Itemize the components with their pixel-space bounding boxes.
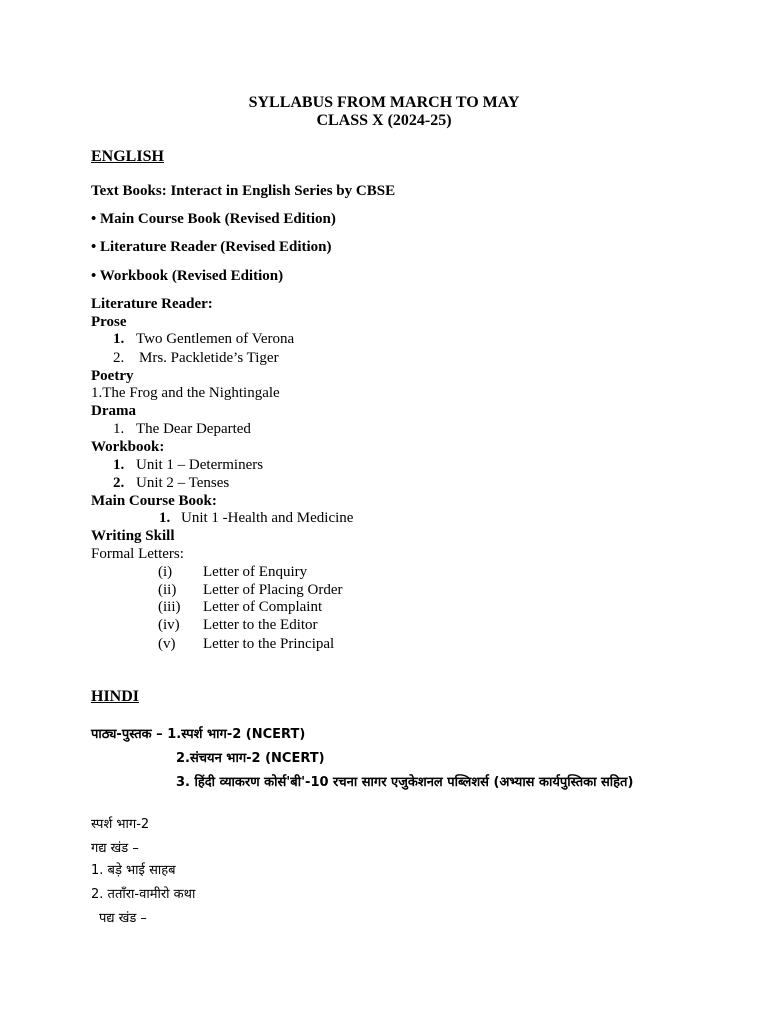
poetry-heading: Poetry [91, 368, 134, 384]
gadya-item: 2. तताँरा-वामीरो कथा [91, 887, 196, 902]
main-course-item: Unit 1 -Health and Medicine [181, 510, 354, 526]
drama-item: The Dear Departed [136, 421, 251, 437]
writing-skill-heading: Writing Skill [91, 528, 175, 544]
letter-item-number: (iv) [158, 617, 180, 633]
padya-heading: पद्य खंड – [99, 911, 147, 926]
main-course-item-number: 1. [159, 510, 171, 526]
letter-item: Letter of Enquiry [203, 564, 308, 580]
letter-item-number: (ii) [158, 582, 177, 598]
main-course-heading: Main Course Book: [91, 493, 217, 509]
book-item: • Workbook (Revised Edition) [91, 268, 284, 284]
book-item: • Literature Reader (Revised Edition) [91, 239, 332, 255]
prose-item: Two Gentlemen of Verona [136, 331, 295, 347]
hindi-textbook-line: 3. हिंदी व्याकरण कोर्स'बी'-10 रचना सागर एजुकेशनल पब्लिशर्स (अभ्यास कार्यपुस्तिका सहित) [176, 775, 634, 790]
sparsh-heading: स्पर्श भाग-2 [91, 817, 150, 832]
prose-item-number: 2. [113, 350, 125, 366]
document-title: SYLLABUS FROM MARCH TO MAY [248, 94, 520, 111]
letter-item-number: (i) [158, 564, 173, 580]
letter-item: Letter to the Editor [203, 617, 318, 633]
book-item: • Main Course Book (Revised Edition) [91, 211, 336, 227]
workbook-item-number: 2. [113, 475, 125, 491]
letter-item-number: (v) [158, 636, 176, 652]
english-textbooks-line: Text Books: Interact in English Series by CBSE [91, 183, 396, 199]
workbook-item-number: 1. [113, 457, 125, 473]
workbook-item: Unit 1 – Determiners [136, 457, 264, 473]
document-subtitle: CLASS X (2024-25) [316, 112, 452, 129]
drama-heading: Drama [91, 403, 136, 419]
gadya-heading: गद्य खंड – [91, 841, 139, 856]
literature-reader-heading: Literature Reader: [91, 296, 213, 312]
prose-heading: Prose [91, 314, 127, 330]
workbook-heading: Workbook: [91, 439, 165, 455]
letter-item: Letter of Complaint [203, 599, 323, 615]
formal-letters-label: Formal Letters: [91, 546, 184, 562]
hindi-textbook-line: पाठ्य-पुस्तक – 1.स्पर्श भाग-2 (NCERT) [91, 727, 306, 742]
letter-item: Letter of Placing Order [203, 582, 343, 598]
prose-item-number: 1. [113, 331, 125, 347]
english-heading: ENGLISH [91, 148, 164, 165]
drama-item-number: 1. [113, 421, 125, 437]
workbook-item: Unit 2 – Tenses [136, 475, 230, 491]
gadya-item: 1. बड़े भाई साहब [91, 863, 176, 878]
prose-item: Mrs. Packletide’s Tiger [139, 350, 279, 366]
letter-item: Letter to the Principal [203, 636, 335, 652]
letter-item-number: (iii) [158, 599, 181, 615]
poetry-item: 1.The Frog and the Nightingale [91, 385, 280, 401]
hindi-heading: HINDI [91, 688, 140, 705]
hindi-textbook-line: 2.संचयन भाग-2 (NCERT) [176, 751, 325, 766]
